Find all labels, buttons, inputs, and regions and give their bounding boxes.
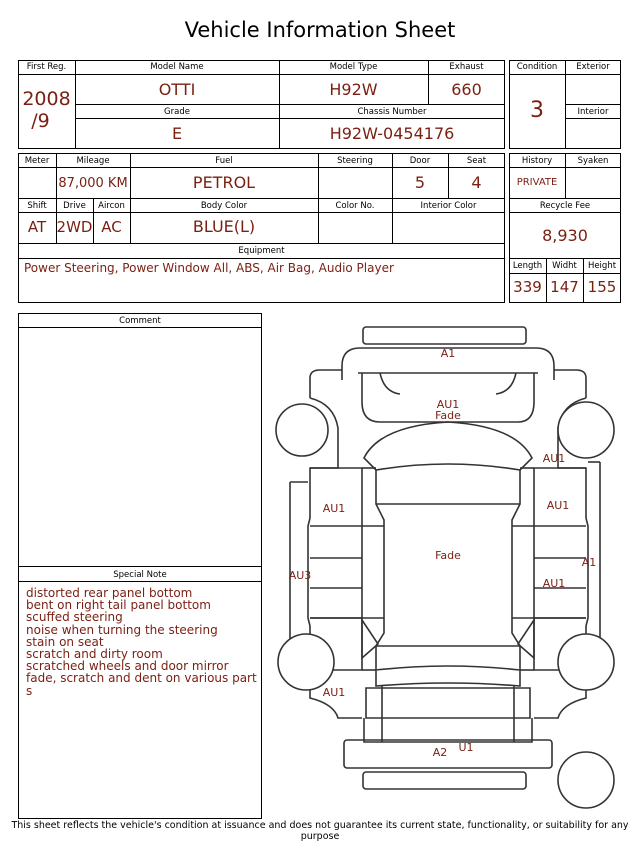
comment-label: Comment: [119, 316, 161, 326]
drive-label: Drive: [63, 201, 86, 211]
equipment-label: Equipment: [238, 246, 285, 256]
damage-mark-right-front-door: AU1: [546, 499, 570, 512]
damage-mark-left-front-door: AU1: [322, 502, 346, 515]
color-no-label: Color No.: [335, 201, 375, 211]
special-note-line: scratched wheels and door mirror: [26, 659, 229, 674]
body-color-label: Body Color: [200, 201, 248, 211]
seat-value: 4: [471, 173, 482, 192]
damage-mark-front-bumper: A1: [440, 347, 456, 360]
seat-label: Seat: [466, 156, 487, 166]
damage-mark-roof: Fade: [435, 549, 461, 562]
special-note-line: fade, scratch and dent on various part: [26, 671, 257, 686]
damage-mark-left-rear-door: AU3: [288, 569, 312, 582]
right-rear-wheel: [558, 634, 614, 690]
length-value: 339: [513, 278, 542, 296]
model-type-value: H92W: [329, 80, 378, 99]
history-label: History: [521, 156, 553, 166]
special-note-line: stain on seat: [26, 634, 104, 649]
chassis-value: H92W-0454176: [329, 124, 455, 143]
damage-mark-hood-fade: Fade: [435, 409, 461, 422]
special-note-line: scratch and dirty room: [26, 647, 163, 662]
first-reg-label: First Reg.: [26, 62, 67, 72]
damage-mark-right-front-fender: AU1: [542, 452, 566, 465]
interior-color-label: Interior Color: [420, 201, 477, 211]
history-value: PRIVATE: [516, 177, 558, 188]
spare-wheel: [558, 752, 614, 808]
special-note-line: s: [26, 683, 33, 698]
damage-mark-rear-bumper: A2: [432, 746, 448, 759]
model-type-label: Model Type: [329, 62, 378, 72]
height-label: Height: [587, 261, 617, 271]
damage-mark-right-rear-door: AU1: [542, 577, 566, 590]
syaken-label: Syaken: [577, 156, 609, 166]
special-note-line: scuffed steering: [26, 610, 123, 625]
recycle-fee-label: Recycle Fee: [539, 201, 591, 211]
recycle-fee-value: 8,930: [542, 226, 588, 245]
door-value: 5: [414, 173, 426, 192]
page-title: Vehicle Information Sheet: [184, 18, 456, 42]
aircon-label: Aircon: [98, 201, 125, 211]
damage-mark-right-quarter: A1: [581, 556, 597, 569]
height-value: 155: [587, 278, 617, 296]
meter-label: Meter: [24, 156, 50, 166]
disclaimer-footer: This sheet reflects the vehicle's condition at issuance and does not guarantee its current state, functionality, or suitability for any purpose: [11, 820, 629, 842]
special-note-line: distorted rear panel bottom: [26, 586, 193, 600]
chassis-label: Chassis Number: [357, 107, 427, 117]
damage-mark-left-rear-fender: AU1: [322, 686, 346, 699]
width-value: 147: [550, 278, 579, 296]
model-name-value: OTTI: [158, 80, 196, 99]
aircon-value: AC: [101, 218, 122, 236]
shift-value: AT: [27, 218, 47, 236]
damage-mark-hood: AU1: [436, 398, 460, 411]
condition-label: Condition: [516, 62, 558, 72]
left-front-wheel: [276, 404, 328, 456]
special-note-label: Special Note: [113, 570, 167, 580]
fuel-value: PETROL: [192, 173, 256, 192]
interior-label: Interior: [577, 107, 609, 117]
right-front-wheel: [558, 402, 614, 458]
length-label: Length: [512, 261, 543, 271]
equipment-value: Power Steering, Power Window All, ABS, Air Bag, Audio Player: [24, 261, 394, 275]
special-note-list: [26, 587, 258, 697]
model-name-label: Model Name: [150, 62, 204, 72]
exhaust-label: Exhaust: [449, 62, 484, 72]
steering-label: Steering: [337, 156, 373, 166]
first-reg-month: /9: [31, 110, 50, 132]
shift-label: Shift: [27, 201, 47, 211]
exhaust-value: 660: [451, 80, 482, 99]
door-label: Door: [409, 156, 431, 166]
left-rear-wheel: [278, 634, 334, 690]
first-reg-year: 2008: [22, 88, 71, 110]
condition-value: 3: [530, 98, 544, 123]
damage-mark-rear-bumper-2: U1: [458, 741, 474, 754]
exterior-label: Exterior: [576, 62, 610, 72]
fuel-label: Fuel: [215, 156, 233, 166]
special-note-line: bent on right tail panel bottom: [26, 598, 211, 613]
width-label: Widht: [552, 261, 577, 271]
grade-label: Grade: [164, 107, 190, 117]
body-color-value: BLUE(L): [192, 217, 256, 236]
special-note-line: noise when turning the steering: [26, 622, 218, 637]
drive-value: 2WD: [56, 218, 93, 236]
mileage-value: 87,000 KM: [58, 176, 128, 191]
grade-value: E: [171, 124, 183, 143]
mileage-label: Mileage: [76, 156, 110, 166]
